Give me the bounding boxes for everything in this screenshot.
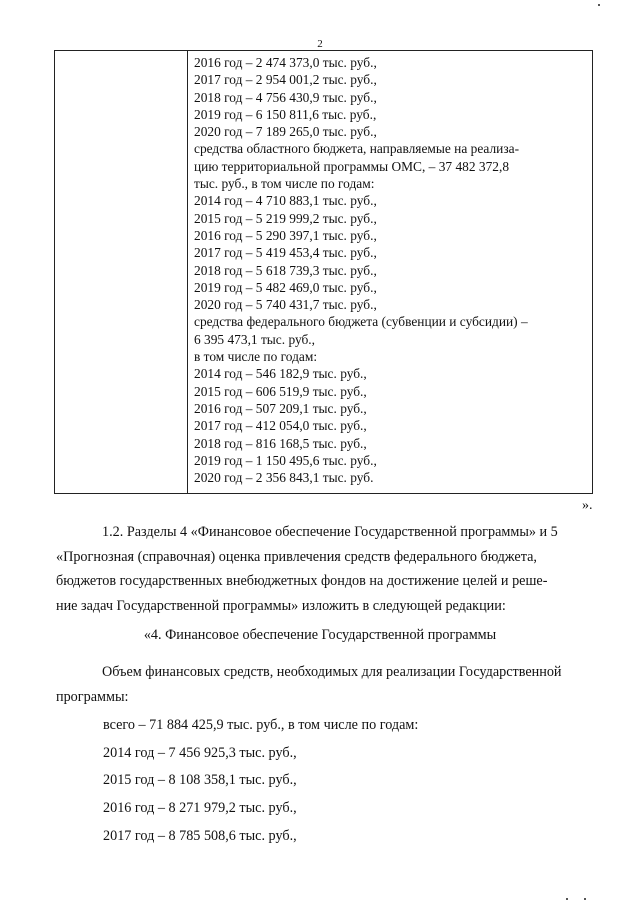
paragraph-line: 1.2. Разделы 4 «Финансовое обеспечение Государственной программы» и 5 (102, 524, 558, 540)
table-line: 2020 год – 2 356 843,1 тыс. руб. (194, 470, 374, 486)
table-line: 2017 год – 2 954 001,2 тыс. руб., (194, 72, 377, 88)
table-line: 2018 год – 816 168,5 тыс. руб., (194, 435, 367, 451)
page-number: 2 (317, 38, 323, 50)
table-left-cell (55, 51, 188, 494)
totals-list (103, 712, 418, 850)
list-item: всего – 71 884 425,9 тыс. руб., в том числе по годам: (103, 717, 419, 733)
scan-speck (598, 4, 600, 6)
list-item: 2017 год – 8 785 508,6 тыс. руб., (103, 827, 297, 844)
table-line: 2016 год – 5 290 397,1 тыс. руб., (194, 227, 377, 243)
paragraph-1-2 (56, 520, 586, 618)
paragraph-line: бюджетов государственных внебюджетных фондов на достижение целей и реше- (56, 573, 548, 589)
section-heading: «4. Финансовое обеспечение Государственной программы (143, 627, 497, 643)
table-line: 2018 год – 4 756 430,9 тыс. руб., (194, 89, 377, 105)
list-item: 2015 год – 8 108 358,1 тыс. руб., (103, 772, 297, 789)
table-line: 2014 год – 546 182,9 тыс. руб., (194, 366, 367, 382)
paragraph-line: Объем финансовых средств, необходимых для реализации Государственной (102, 664, 562, 680)
table-line: 2017 год – 5 419 453,4 тыс. руб., (194, 245, 377, 261)
list-item: 2016 год – 8 271 979,2 тыс. руб., (103, 800, 297, 817)
closing-quote: ». (582, 498, 593, 513)
table-line: 2019 год – 5 482 469,0 тыс. руб., (194, 279, 377, 295)
paragraph-line: программы: (56, 688, 129, 705)
table-line: 2019 год – 6 150 811,6 тыс. руб., (194, 106, 377, 122)
table-line: 6 395 473,1 тыс. руб., (194, 331, 315, 347)
funding-table (54, 50, 593, 494)
paragraph-line: «Прогнозная (справочная) оценка привлечения средств федерального бюджета, (56, 548, 537, 565)
table-line: средства областного бюджета, направляемые на реализа- (194, 141, 520, 157)
table-line: 2020 год – 5 740 431,7 тыс. руб., (194, 297, 377, 313)
scan-speck (584, 898, 586, 900)
table-line: в том числе по годам: (194, 349, 318, 365)
table-line: 2017 год – 412 054,0 тыс. руб., (194, 418, 367, 434)
table-line: 2016 год – 507 209,1 тыс. руб., (194, 400, 367, 416)
table-line: 2016 год – 2 474 373,0 тыс. руб., (194, 55, 377, 70)
table-right-cell (188, 51, 593, 494)
table-line: цию территориальной программы ОМС, – 37 482 372,8 (194, 158, 510, 174)
table-line: 2014 год – 4 710 883,1 тыс. руб., (194, 193, 377, 209)
table-line: тыс. руб., в том числе по годам: (194, 176, 375, 192)
table-line: 2015 год – 5 219 999,2 тыс. руб., (194, 210, 377, 226)
paragraph-obem (56, 660, 586, 709)
table-line: 2019 год – 1 150 495,6 тыс. руб., (194, 452, 377, 468)
table-line: средства федерального бюджета (субвенции и субсидии) – (194, 314, 528, 330)
table-line: 2015 год – 606 519,9 тыс. руб., (194, 383, 367, 399)
scan-speck (566, 898, 568, 900)
table-line: 2020 год – 7 189 265,0 тыс. руб., (194, 124, 377, 140)
table-row (55, 51, 593, 494)
paragraph-line: ние задач Государственной программы» изложить в следующей редакции: (56, 597, 506, 614)
table-line: 2018 год – 5 618 739,3 тыс. руб., (194, 262, 377, 278)
list-item: 2014 год – 7 456 925,3 тыс. руб., (103, 744, 297, 761)
